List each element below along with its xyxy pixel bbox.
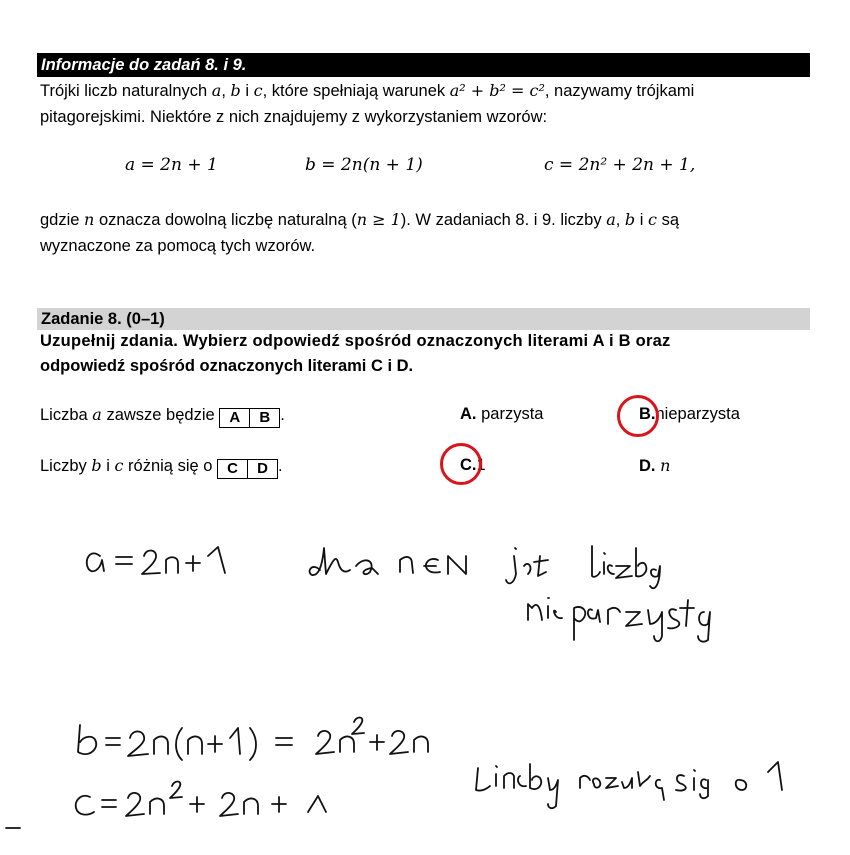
box-a[interactable]: A	[229, 409, 241, 426]
text: ,	[221, 82, 226, 100]
task-instruction-line1: Uzupełnij zdania. Wybierz odpowiedź spośród oznaczonych literami A i B oraz	[40, 332, 671, 350]
text: , które spełniają warunek	[262, 82, 446, 100]
task-instruction-line2: odpowiedź spośród oznaczonych literami C i D.	[40, 357, 414, 375]
text: , nazywamy trójkami	[544, 82, 695, 100]
var-c: c	[114, 456, 124, 475]
info-header: Informacje do zadań 8. i 9.	[37, 53, 810, 77]
option-a[interactable]: A. parzysta	[460, 405, 544, 423]
text: gdzie	[40, 211, 80, 229]
option-d[interactable]: D. n	[639, 456, 671, 475]
text: i	[245, 82, 250, 100]
var-a: a	[211, 81, 222, 100]
handwriting-note-a	[310, 546, 710, 642]
text: Liczby	[40, 457, 87, 475]
text: są	[661, 211, 680, 229]
formula-b: b = 2n(n + 1)	[305, 155, 423, 175]
var-c: c	[253, 81, 263, 100]
var-b: b	[230, 81, 241, 100]
var-c: c	[648, 210, 657, 229]
task-header: Zadanie 8. (0–1)	[37, 308, 810, 330]
text: Liczba	[40, 406, 88, 424]
info-paragraph-line2: pitagorejskimi. Niektóre z nich znajdujemy z wykorzystaniem wzorów:	[40, 108, 548, 126]
n-condition: n ≥ 1	[356, 210, 401, 229]
text: i	[639, 211, 644, 229]
text: ,	[615, 211, 621, 229]
handwriting-formula-b	[78, 718, 428, 761]
box-c[interactable]: C	[227, 460, 238, 477]
var-b: b	[624, 210, 636, 229]
text: zawsze będzie	[106, 406, 215, 424]
formula-a: a = 2n + 1	[125, 155, 218, 175]
text: ). W zadaniach 8. i 9. liczby	[400, 211, 602, 229]
var-n: n	[84, 210, 95, 229]
pythagorean-condition: a² + b² = c²	[449, 81, 545, 100]
var-a: a	[92, 405, 102, 424]
text: oznacza dowolną liczbę naturalną (	[98, 211, 357, 229]
handwriting-formula-a	[87, 547, 225, 574]
handwriting-note-bc	[476, 762, 782, 808]
text: Trójki liczb naturalnych	[40, 82, 208, 100]
text: różnią się o	[128, 457, 213, 475]
text: .	[278, 457, 283, 475]
var-a: a	[606, 210, 616, 229]
handwriting-formula-c	[76, 782, 326, 817]
box-b[interactable]: B	[249, 409, 279, 427]
text: i	[106, 457, 110, 475]
option-c[interactable]: C.1	[460, 456, 486, 474]
var-b: b	[91, 456, 102, 475]
box-d[interactable]: D	[247, 460, 277, 478]
option-b[interactable]: B.nieparzysta	[639, 405, 740, 423]
info-paragraph-line4: wyznaczone za pomocą tych wzorów.	[40, 237, 316, 255]
text: .	[280, 406, 285, 424]
formula-c: c = 2n² + 2n + 1,	[544, 155, 696, 175]
